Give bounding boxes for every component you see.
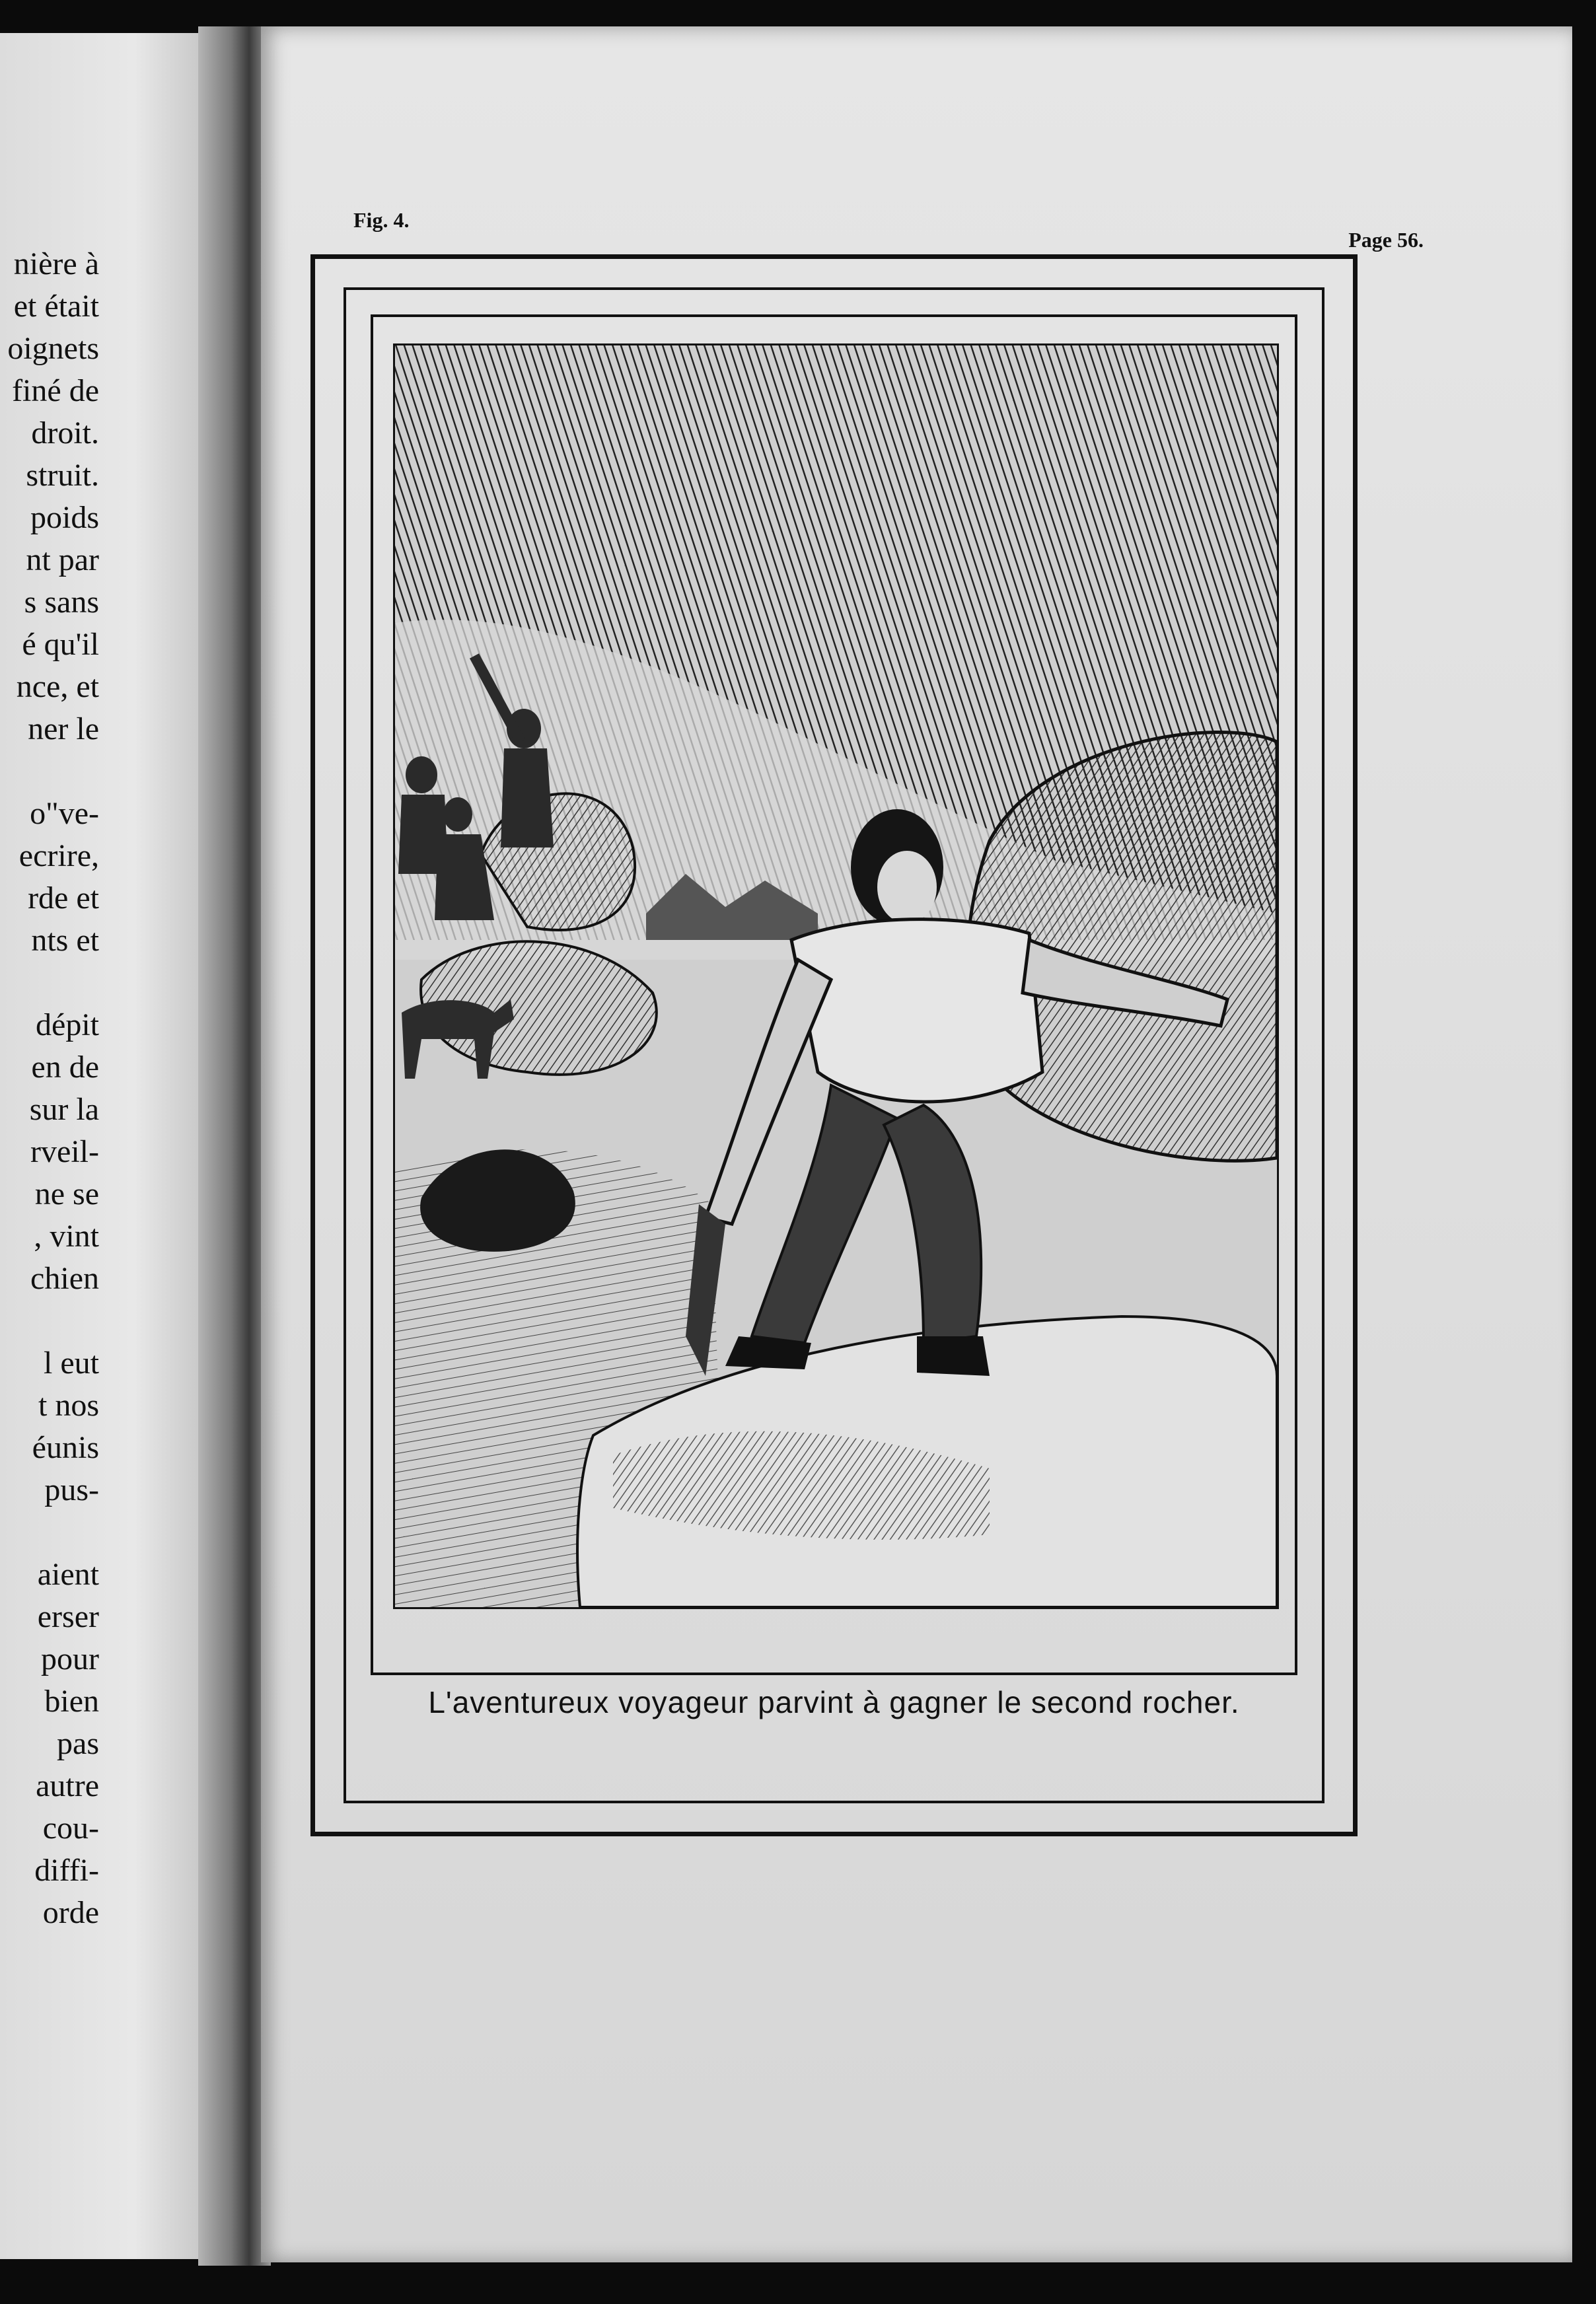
left-page <box>0 33 225 2259</box>
left-page-text-line: orde <box>42 1895 99 1930</box>
engraving-illustration <box>393 343 1279 1609</box>
left-page-text-line: nt par <box>26 542 99 577</box>
left-page-text-line <box>0 962 99 1004</box>
left-page-text-line: en de <box>31 1050 99 1085</box>
left-page-text-line: diffi- <box>34 1853 99 1888</box>
left-page-text-line: s sans <box>24 585 99 620</box>
left-page-text-line: nière à <box>13 246 99 281</box>
left-page-text-line: erser <box>37 1599 99 1634</box>
left-page-text-line: éunis <box>32 1430 99 1465</box>
engraving-artwork <box>395 345 1277 1607</box>
left-page-text-line: droit. <box>31 415 99 450</box>
left-page-text-line: bien <box>44 1684 99 1719</box>
plate-frame-inner-rule <box>344 287 1324 1803</box>
left-page-text-column <box>0 243 99 1934</box>
left-page-text-line: ner le <box>28 711 99 746</box>
left-page-text-line: sur la <box>29 1092 99 1127</box>
left-page-text-line: l eut <box>44 1346 99 1381</box>
left-page-text-line: rveil- <box>30 1134 99 1169</box>
left-page-text-line: finé de <box>12 373 99 408</box>
left-page-text-line: nts et <box>31 923 99 958</box>
left-page-text-line: ecrire, <box>18 838 99 873</box>
left-page-text-line: pas <box>57 1726 99 1761</box>
left-page-text-line: é qu'il <box>22 627 99 662</box>
left-page-text-line: et était <box>13 289 99 324</box>
left-page-text-line: chien <box>30 1261 99 1296</box>
left-page-text-line: autre <box>36 1768 99 1803</box>
left-page-text-line: t nos <box>38 1388 99 1423</box>
plate-caption: L'aventureux voyageur parvint à gagner le second rocher. <box>428 1685 1240 1719</box>
left-page-text-line <box>0 1300 99 1342</box>
left-page-text-line: oignets <box>7 331 99 366</box>
right-page <box>261 26 1572 2262</box>
left-page-text-line <box>0 1511 99 1554</box>
book-gutter <box>198 26 271 2266</box>
plate-running-head <box>353 208 1424 252</box>
left-page-text-line: rde et <box>28 881 99 916</box>
left-page-text-line: nce, et <box>16 669 99 704</box>
plate-frame-border <box>371 314 1297 1719</box>
page-number: Page 56. <box>1348 228 1424 252</box>
left-page-text-line <box>0 750 99 793</box>
figure-number: Fig. 4. <box>353 208 410 232</box>
left-page-text-line: dépit <box>36 1007 99 1042</box>
left-page-text-line: , vint <box>34 1219 99 1254</box>
plate-frame <box>310 254 1358 1836</box>
left-page-text-line: poids <box>30 500 99 535</box>
left-page-text-line: ne se <box>34 1176 99 1211</box>
left-page-text-line: struit. <box>26 458 99 493</box>
left-page-text-line: pour <box>41 1641 99 1676</box>
left-page-text-line: aient <box>37 1557 99 1592</box>
left-page-text-line: o"ve- <box>30 796 99 831</box>
left-page-text-line: cou- <box>42 1811 99 1846</box>
left-page-text-line: pus- <box>44 1472 99 1507</box>
